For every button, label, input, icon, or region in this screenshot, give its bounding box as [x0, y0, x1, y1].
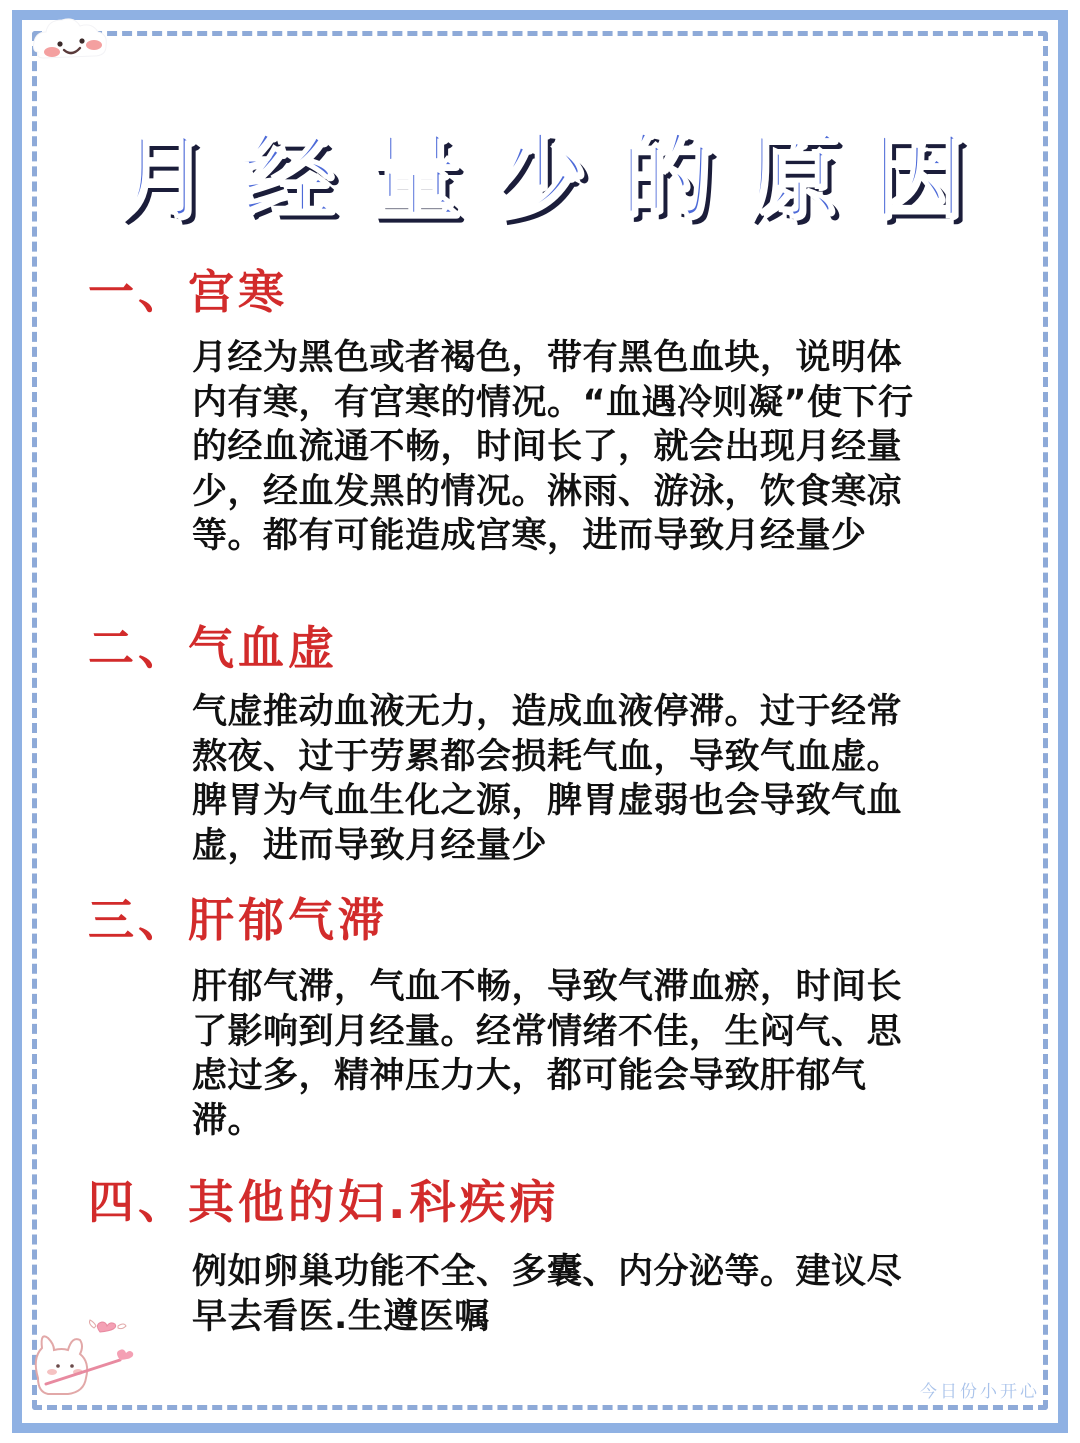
- watermark-text: 今日份小开心: [920, 1382, 1040, 1402]
- page-title: 月经量少的原因: [115, 124, 998, 231]
- section-heading-1: 一、宫寒: [88, 265, 288, 319]
- section-body-2: 气虚推动血液无力，造成血液停滞。过于经常熬夜、过于劳累都会损耗气血，导致气血虚。脾胃为气血生化之源，脾胃虚弱也会导致气血虚，进而导致月经量少: [192, 692, 903, 866]
- section-body-4: 例如卵巢功能不全、多囊、内分泌等。建议尽早去看医.生遵医嘱: [192, 1252, 903, 1337]
- section-heading-3: 三、肝郁气滞: [88, 893, 388, 947]
- section-heading-2: 二、气血虚: [88, 621, 338, 675]
- section-body-1: 月经为黑色或者褐色，带有黑色血块，说明体内有寒，有宫寒的情况。“血遇冷则凝”使下行的经血流通不畅，时间长了，就会出现月经量少，经血发黑的情况。淋雨、游泳，饮食寒凉等。都有可能造成宫寒，进而导致月经量少: [192, 338, 914, 556]
- cupid-bunny-icon: [28, 1318, 138, 1400]
- smiling-cloud-icon: [30, 12, 110, 68]
- section-heading-4: 四、其他的妇.科疾病: [88, 1175, 560, 1229]
- section-body-3: 肝郁气滞，气血不畅，导致气滞血瘀，时间长了影响到月经量。经常情绪不佳，生闷气、思虑过多，精神压力大，都可能会导致肝郁气滞。: [192, 967, 903, 1141]
